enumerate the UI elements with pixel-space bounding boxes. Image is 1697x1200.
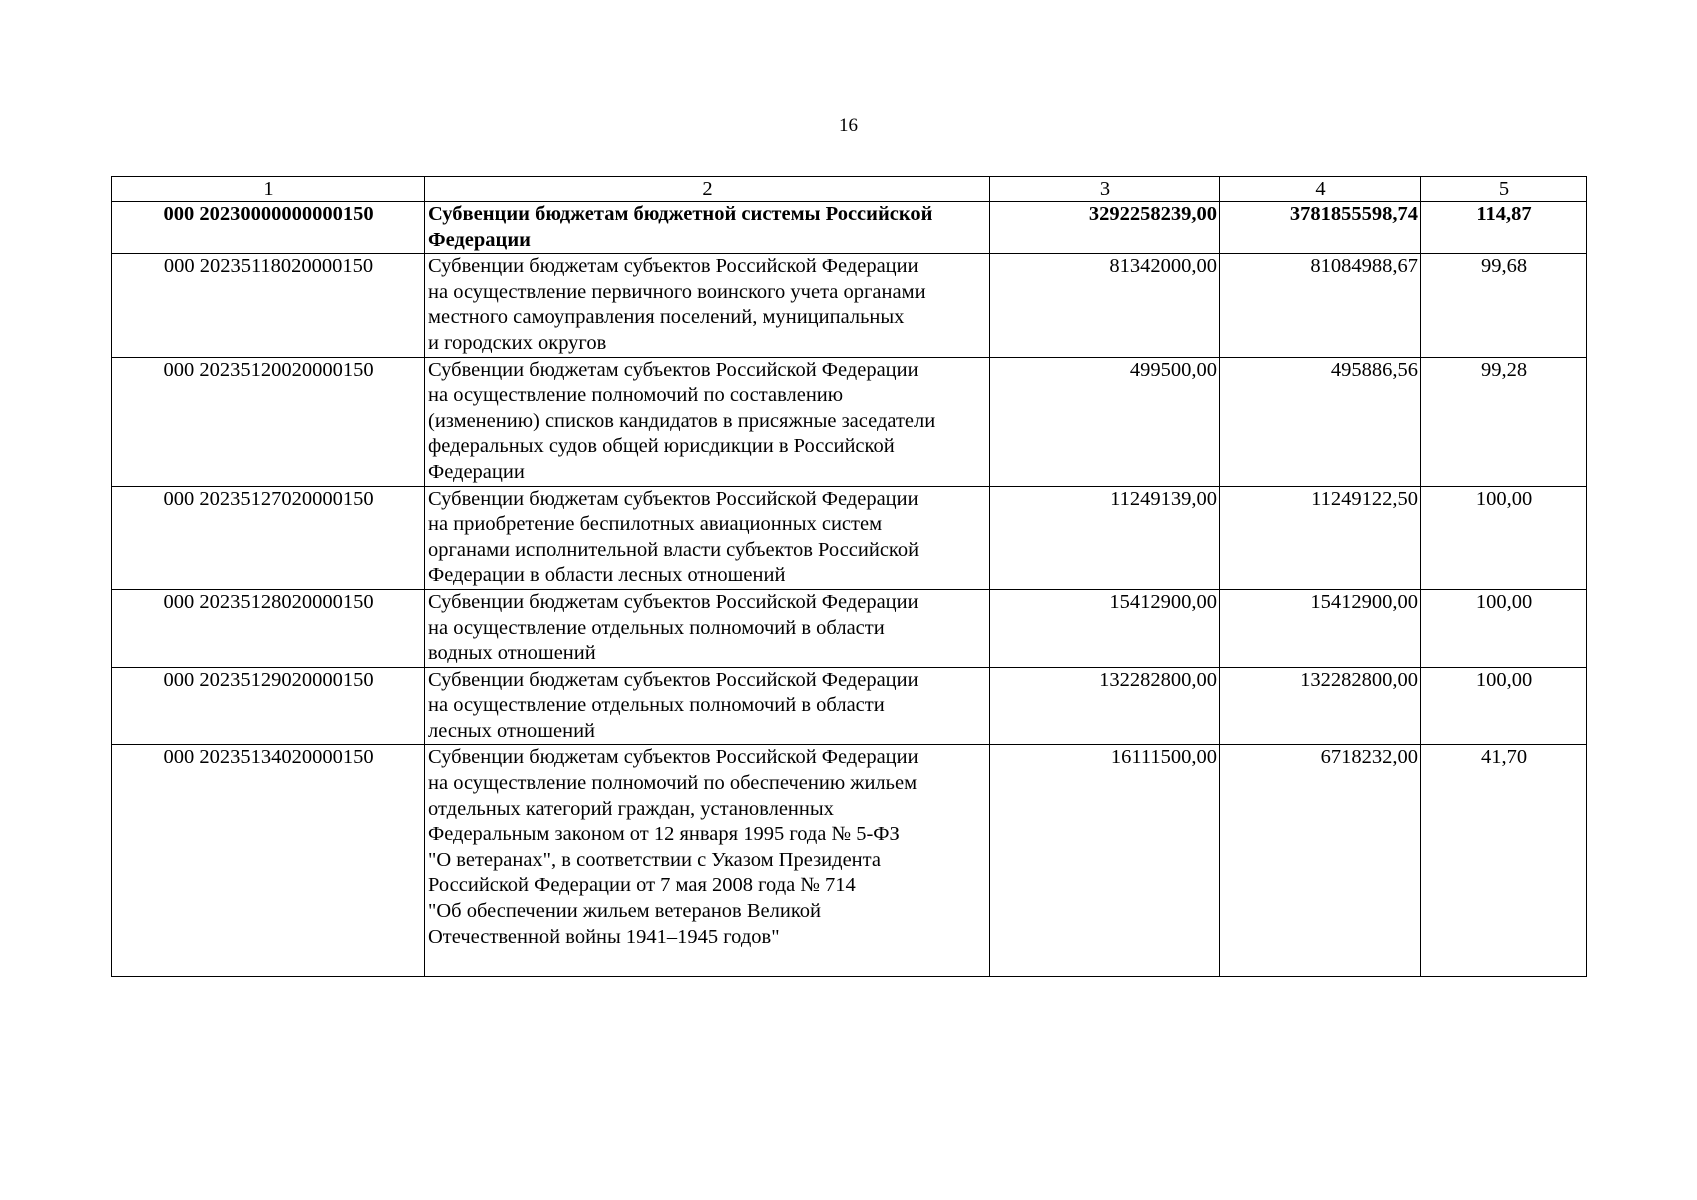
description-line: водных отношений [428, 642, 596, 665]
description-cell [425, 667, 990, 745]
execution-percent-cell: 100,00 [1421, 589, 1587, 667]
description-cell [425, 357, 990, 486]
planned-amount-cell: 3292258239,00 [990, 202, 1220, 254]
budget-code-cell: 000 20235128020000150 [112, 589, 425, 667]
planned-amount-cell: 15412900,00 [990, 589, 1220, 667]
description-line: на осуществление отдельных полномочий в области [428, 616, 885, 639]
actual-amount-cell: 3781855598,74 [1220, 202, 1421, 254]
column-header-1: 1 [112, 177, 425, 202]
description-line: Субвенции бюджетам субъектов Российской Федерации [428, 668, 919, 691]
description-line: Отечественной войны 1941–1945 годов" [428, 925, 780, 948]
description-line: Субвенции бюджетам субъектов Российской Федерации [428, 590, 919, 613]
table-row [112, 202, 1587, 254]
column-header-3: 3 [990, 177, 1220, 202]
table-row [112, 254, 1587, 357]
description-line: (изменению) списков кандидатов в присяжные заседатели [428, 409, 936, 432]
description-line: Федеральным законом от 12 января 1995 года № 5-ФЗ [428, 823, 900, 846]
table-body [112, 202, 1587, 977]
table-row [112, 357, 1587, 486]
actual-amount-cell: 495886,56 [1220, 357, 1421, 486]
table-row [112, 745, 1587, 976]
description-line: Субвенции бюджетам субъектов Российской Федерации [428, 255, 919, 278]
execution-percent-cell: 99,28 [1421, 357, 1587, 486]
budget-table [111, 176, 1587, 977]
execution-percent-cell: 100,00 [1421, 486, 1587, 589]
execution-percent-cell: 99,68 [1421, 254, 1587, 357]
description-line: на осуществление полномочий по составлению [428, 384, 844, 407]
description-cell [425, 202, 990, 254]
description-line: и городских округов [428, 331, 607, 354]
description-line: Субвенции бюджетам субъектов Российской Федерации [428, 746, 919, 769]
actual-amount-cell: 11249122,50 [1220, 486, 1421, 589]
planned-amount-cell: 132282800,00 [990, 667, 1220, 745]
description-line: Федерации [428, 228, 531, 251]
table-row [112, 486, 1587, 589]
description-line: "О ветеранах", в соответствии с Указом Президента [428, 848, 881, 871]
execution-percent-cell: 41,70 [1421, 745, 1587, 976]
description-line: Федерации [428, 460, 525, 483]
description-line: органами исполнительной власти субъектов Российской [428, 538, 920, 561]
budget-code-cell: 000 20235118020000150 [112, 254, 425, 357]
planned-amount-cell: 499500,00 [990, 357, 1220, 486]
planned-amount-cell: 11249139,00 [990, 486, 1220, 589]
description-cell [425, 589, 990, 667]
column-header-2: 2 [425, 177, 990, 202]
description-line: Субвенции бюджетам субъектов Российской Федерации [428, 358, 919, 381]
table-row [112, 589, 1587, 667]
actual-amount-cell: 81084988,67 [1220, 254, 1421, 357]
description-line: на осуществление отдельных полномочий в области [428, 694, 885, 717]
column-header-5: 5 [1421, 177, 1587, 202]
description-line: "Об обеспечении жильем ветеранов Великой [428, 900, 821, 923]
description-cell [425, 486, 990, 589]
column-header-4: 4 [1220, 177, 1421, 202]
description-line: Федерации в области лесных отношений [428, 564, 786, 587]
budget-code-cell: 000 20230000000000150 [112, 202, 425, 254]
description-line: местного самоуправления поселений, муниципальных [428, 306, 905, 329]
budget-code-cell: 000 20235120020000150 [112, 357, 425, 486]
description-line: на осуществление первичного воинского учета органами [428, 280, 926, 303]
header-row [112, 177, 1587, 202]
actual-amount-cell: 15412900,00 [1220, 589, 1421, 667]
description-line: на осуществление полномочий по обеспечению жильем [428, 772, 918, 795]
description-cell [425, 254, 990, 357]
planned-amount-cell: 16111500,00 [990, 745, 1220, 976]
description-line: Субвенции бюджетам субъектов Российской Федерации [428, 487, 919, 510]
description-line: Российской Федерации от 7 мая 2008 года № 714 [428, 874, 856, 897]
description-line: федеральных судов общей юрисдикции в Российской [428, 435, 895, 458]
budget-code-cell: 000 20235129020000150 [112, 667, 425, 745]
table-row [112, 667, 1587, 745]
actual-amount-cell: 132282800,00 [1220, 667, 1421, 745]
description-line: отдельных категорий граждан, установленных [428, 797, 834, 820]
description-line: Субвенции бюджетам бюджетной системы Российской [428, 203, 933, 225]
execution-percent-cell: 114,87 [1421, 202, 1587, 254]
actual-amount-cell: 6718232,00 [1220, 745, 1421, 976]
page-number: 16 [839, 115, 858, 136]
description-cell [425, 745, 990, 976]
description-line [428, 950, 987, 976]
description-line: лесных отношений [428, 719, 596, 742]
budget-code-cell: 000 20235134020000150 [112, 745, 425, 976]
budget-code-cell: 000 20235127020000150 [112, 486, 425, 589]
description-line: на приобретение беспилотных авиационных систем [428, 513, 883, 536]
planned-amount-cell: 81342000,00 [990, 254, 1220, 357]
execution-percent-cell: 100,00 [1421, 667, 1587, 745]
